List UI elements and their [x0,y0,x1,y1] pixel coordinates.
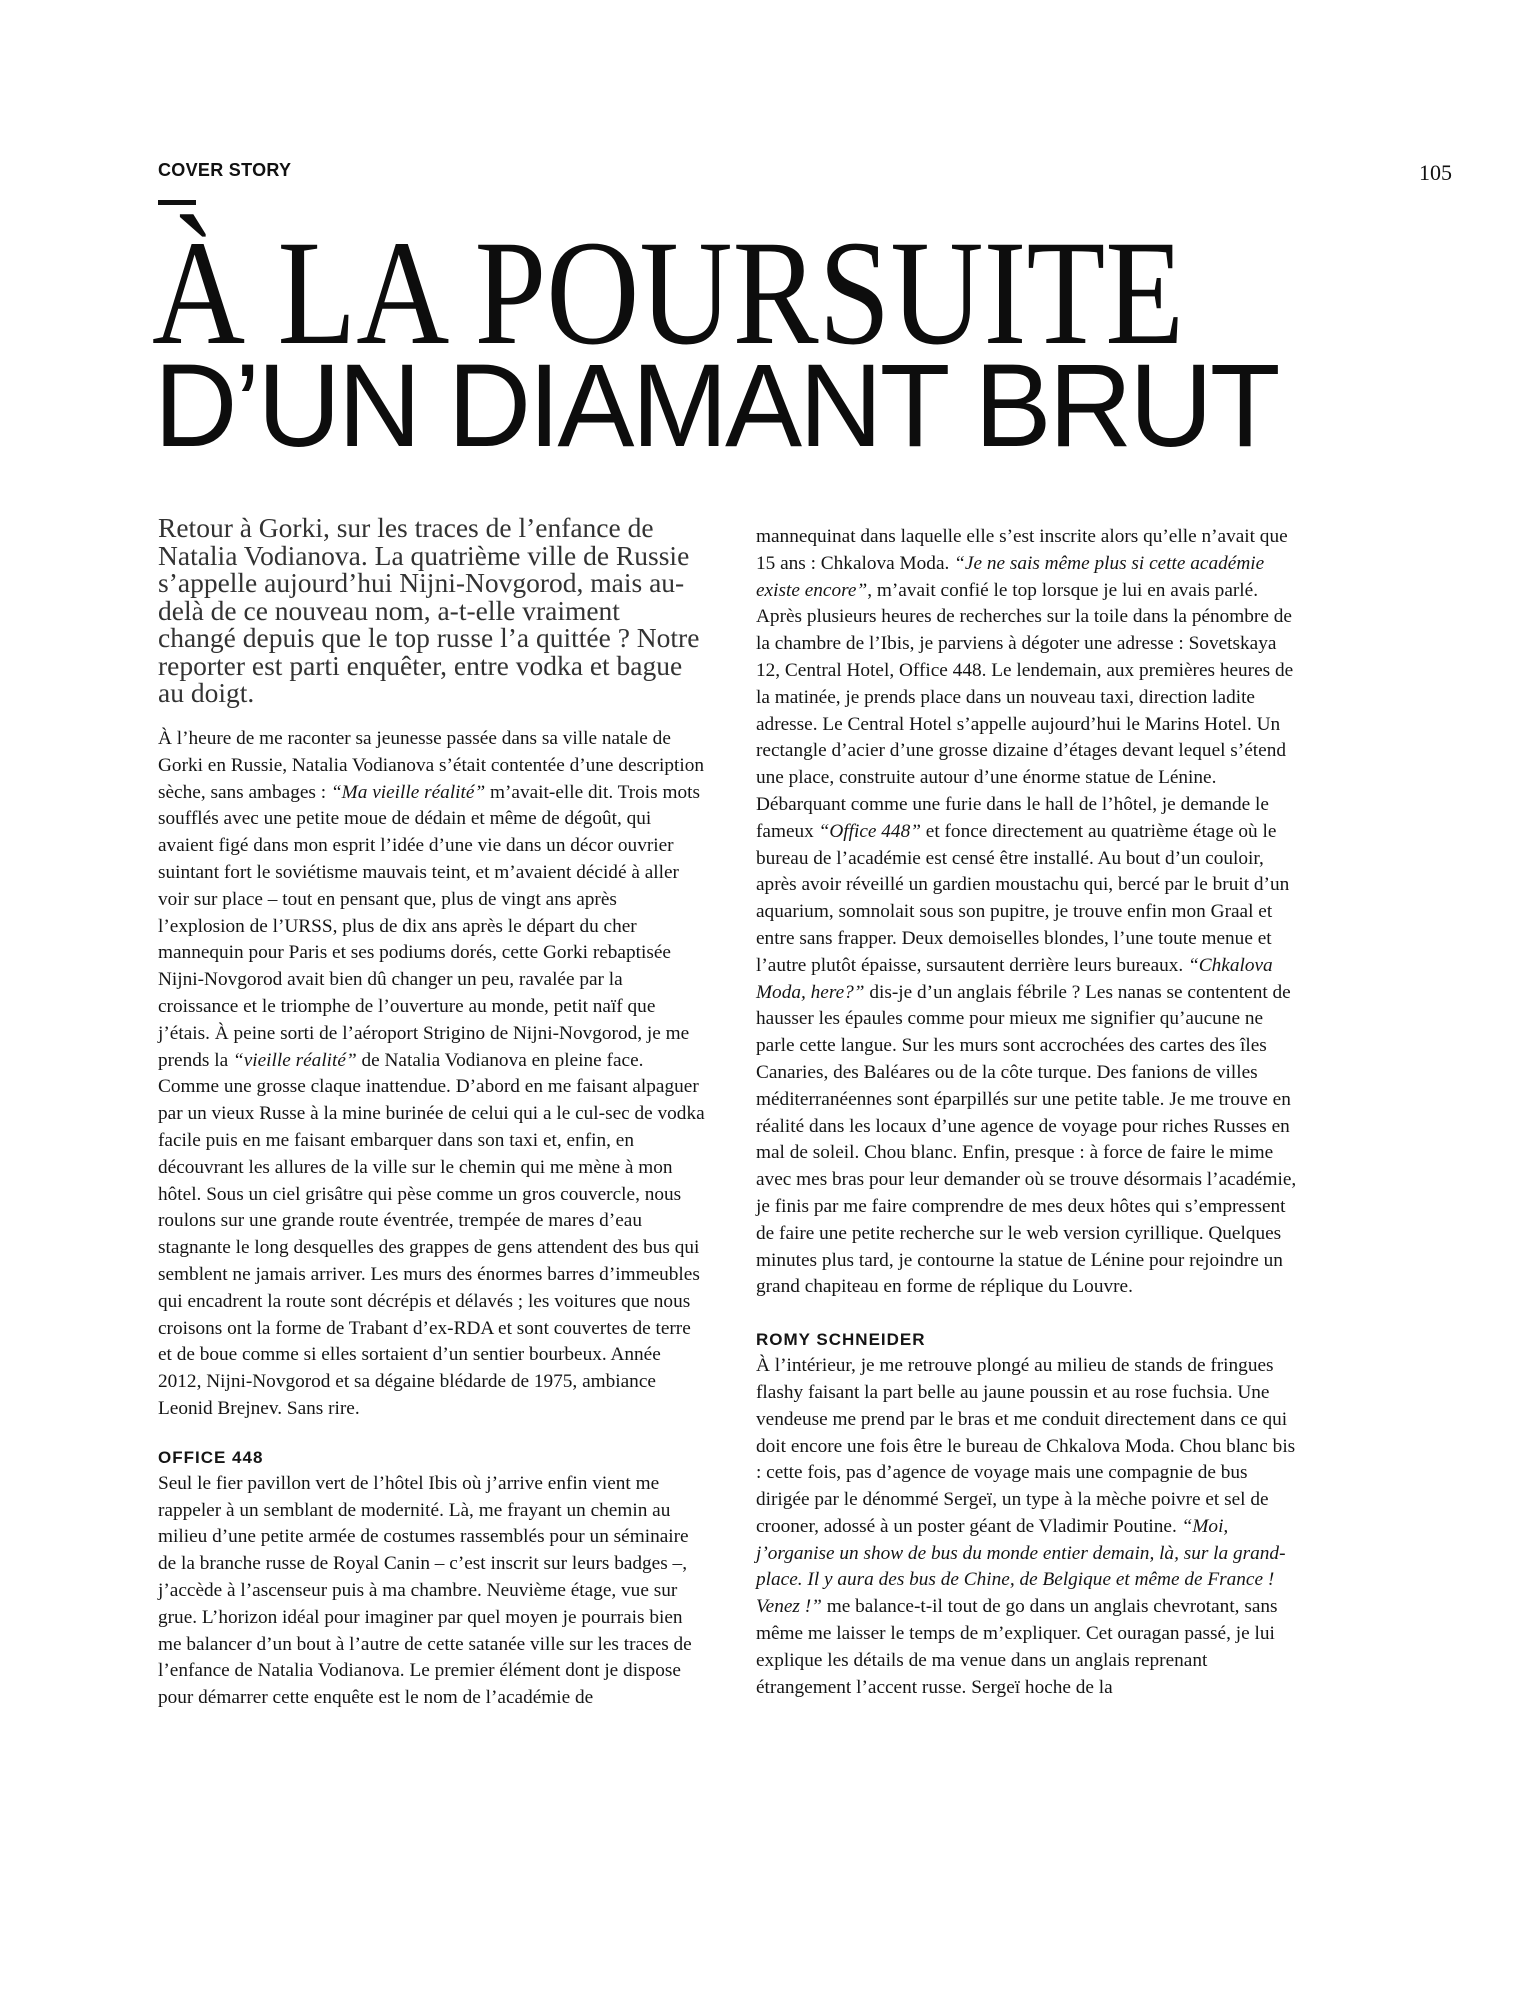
title-rule [158,200,196,205]
quote: “Office 448” [818,820,921,842]
title-line-1: À LA POURSUITE [152,210,1185,376]
page-number: 105 [1419,160,1452,185]
quote: “Chkalova Moda, here?” [756,954,1273,1003]
paragraph [756,1353,1304,1701]
text-run: À l’intérieur, je me retrouve plongé au milieu de stands de fringues flashy faisant la part belle au jaune poussin et au rose fuchsia. Une vendeuse me prend par le bras et me conduit directement dans ce qui doit encore une fois être le bureau de Chkalova Moda. Chou blanc bis : cette fois, pas d’agence de voyage mais une compagnie de bus dirigée par le dénommé Sergeï, un type à la mèche poivre et sel de crooner, adossé à un poster géant de Vladimir Poutine. [756,1355,1296,1537]
subhead-romy-schneider: ROMY SCHNEIDER [756,1330,926,1350]
text-run: , m’avait confié le top lorsque je lui en avais parlé. Après plusieurs heures de recherches sur la toile dans la pénombre de la chambre de l’Ibis, je parviens à dégoter une adresse : Sovetskaya 12, Central Hotel, Office 448. Le lendemain, aux premières heures de la matinée, je prends place dans un nouveau taxi, direction ladite adresse. Le Central Hotel s’appelle aujourd’hui le Marins Hotel. Un rectangle d’acier d’une grosse dizaine d’étages devant lequel s’étend une place, construite autour d’une énorme statue de Lénine. Débarquant comme une furie dans le hall de l’hôtel, je demande le fameux [756,579,1294,842]
text-run: m’avait-elle dit. Trois mots soufflés avec une petite moue de dédain et même de dégoût, qui avaient figé dans mon esprit l’idée d’une vie dans un décor ouvrier suintant fort le soviétisme mauvais teint, et m’avaient décidé à aller voir sur place – tout en pensant que, plus de vingt ans après l’explosion de l’URSS, plus de dix ans après le départ du cher mannequin pour Paris et ses podiums dorés, cette Gorki rebaptisée Nijni-Novgorod avait bien dû changer un peu, ravalée par la croissance et le triomphe de l’ouverture au monde, petit naïf que j’étais. À peine sorti de l’aéroport Strigino de Nijni-Novgorod, je me prends la [158,781,700,1071]
text-run: de Natalia Vodianova en pleine face. Comme une grosse claque inattendue. D’abord en me faisant alpaguer par un vieux Russe à la mine burinée de celui qui a le cul-sec de vodka facile puis en me faisant embarquer dans son taxi et, enfin, en découvrant les allures de la ville sur le chemin qui me mène à mon hôtel. Sous un ciel grisâtre qui pèse comme un gros couvercle, nous roulons sur une grande route éventrée, trempée de mares d’eau stagnante le long desquelles des grappes de gens attendent des bus qui semblent ne jamais arriver. Les murs des énormes barres d’immeubles qui encadrent la route sont décrépis et délavés ; les voitures que nous croisons ont la forme de Trabant d’ex-RDA et sont couvertes de terre et de boue comme si elles sortaient d’un sentier bourbeux. Année 2012, Nijni-Novgorod et sa dégaine blédarde de 1975, ambiance Leonid Brejnev. Sans rire. [158,1049,705,1419]
paragraph [756,524,1304,1301]
left-column [158,726,706,1712]
text-run: mannequinat dans laquelle elle s’est inscrite alors qu’elle n’avait que 15 ans : Chkalova Moda. [756,526,1288,574]
text-run: dis-je d’un anglais fébrile ? Les nanas se contentent de hausser les épaules comme pour mieux me signifier qu’aucune ne parle cette langue. Sur les murs sont accrochées des cartes des îles Canaries, des Baléares ou de la côte turque. Des fanions de villes méditerranéennes sont éparpillés sur une petite table. Je me trouve en réalité dans les locaux d’une agence de voyage pour riches Russes en mal de soleil. Chou blanc. Enfin, presque : à force de faire le mime avec mes bras pour leur demander où se trouve désormais l’académie, je finis par me faire comprendre de mes deux hôtes qui s’empressent de faire une petite recherche sur le web version cyrillique. Quelques minutes plus tard, je contourne la statue de Lénine pour rejoindre un grand chapiteau en forme de réplique du Louvre. [756,981,1297,1298]
right-column [756,524,1304,1701]
text-run: me balance-t-il tout de go dans un anglais chevrotant, sans même me laisser le temps de m’expliquer. Cet ouragan passé, je lui explique les détails de ma venue dans un anglais reprenant étrangement l’accent russe. Sergeï hoche de la [756,1596,1278,1698]
quote: “Je ne sais même plus si cette académie existe encore” [756,552,1265,601]
quote: “vieille réalité” [232,1049,357,1071]
paragraph [158,726,706,1423]
standfirst: Retour à Gorki, sur les traces de l’enfance de Natalia Vodianova. La quatrième ville de Russie s’appelle aujourd’hui Nijni-Novgorod, mais au-delà de ce nouveau nom, a-t-elle vraiment changé depuis que le top russe l’a quittée ? Notre reporter est parti enquêter, entre vodka et bague au doigt. [158,512,700,708]
quote: “Moi, j’organise un show de bus du monde entier demain, là, sur la grand-place. Il y aura des bus de Chine, de Belgique et même de France ! Venez !” [756,1515,1286,1618]
text-run: À l’heure de me raconter sa jeunesse passée dans sa ville natale de Gorki en Russie, Natalia Vodianova s’était contentée d’une description sèche, sans ambages : [158,728,704,803]
subhead-office-448: OFFICE 448 [158,1447,264,1467]
paragraph: Seul le fier pavillon vert de l’hôtel Ibis où j’arrive enfin vient me rappeler à un semblant de modernité. Là, me frayant un chemin au milieu d’une petite armée de costumes rassemblés pour un séminaire de la branche russe de Royal Canin – c’est inscrit sur leurs badges –, j’accède à l’ascenseur puis à ma chambre. Neuvième étage, vue sur grue. L’horizon idéal pour imaginer par quel moyen je pourrais bien me balancer d’un bout à l’autre de cette satanée ville sur les traces de l’enfance de Natalia Vodianova. Le premier élément dont je dispose pour démarrer cette enquête est le nom de l’académie de [158,1472,692,1709]
section-label: COVER STORY [158,160,292,180]
text-run: et fonce directement au quatrième étage où le bureau de l’académie est censé être installé. Au bout d’un couloir, après avoir réveillé un gardien moustachu qui, bercé par le bruit d’un aquarium, somnolait sous son pupitre, je trouve enfin mon Graal et entre sans frapper. Deux demoiselles blondes, l’une toute menue et l’autre plutôt épaisse, sursautent derrière leurs bureaux. [756,820,1290,976]
quote: “Ma vieille réalité” [330,781,486,803]
title-line-2: D’UN DIAMANT BRUT [154,340,1278,472]
